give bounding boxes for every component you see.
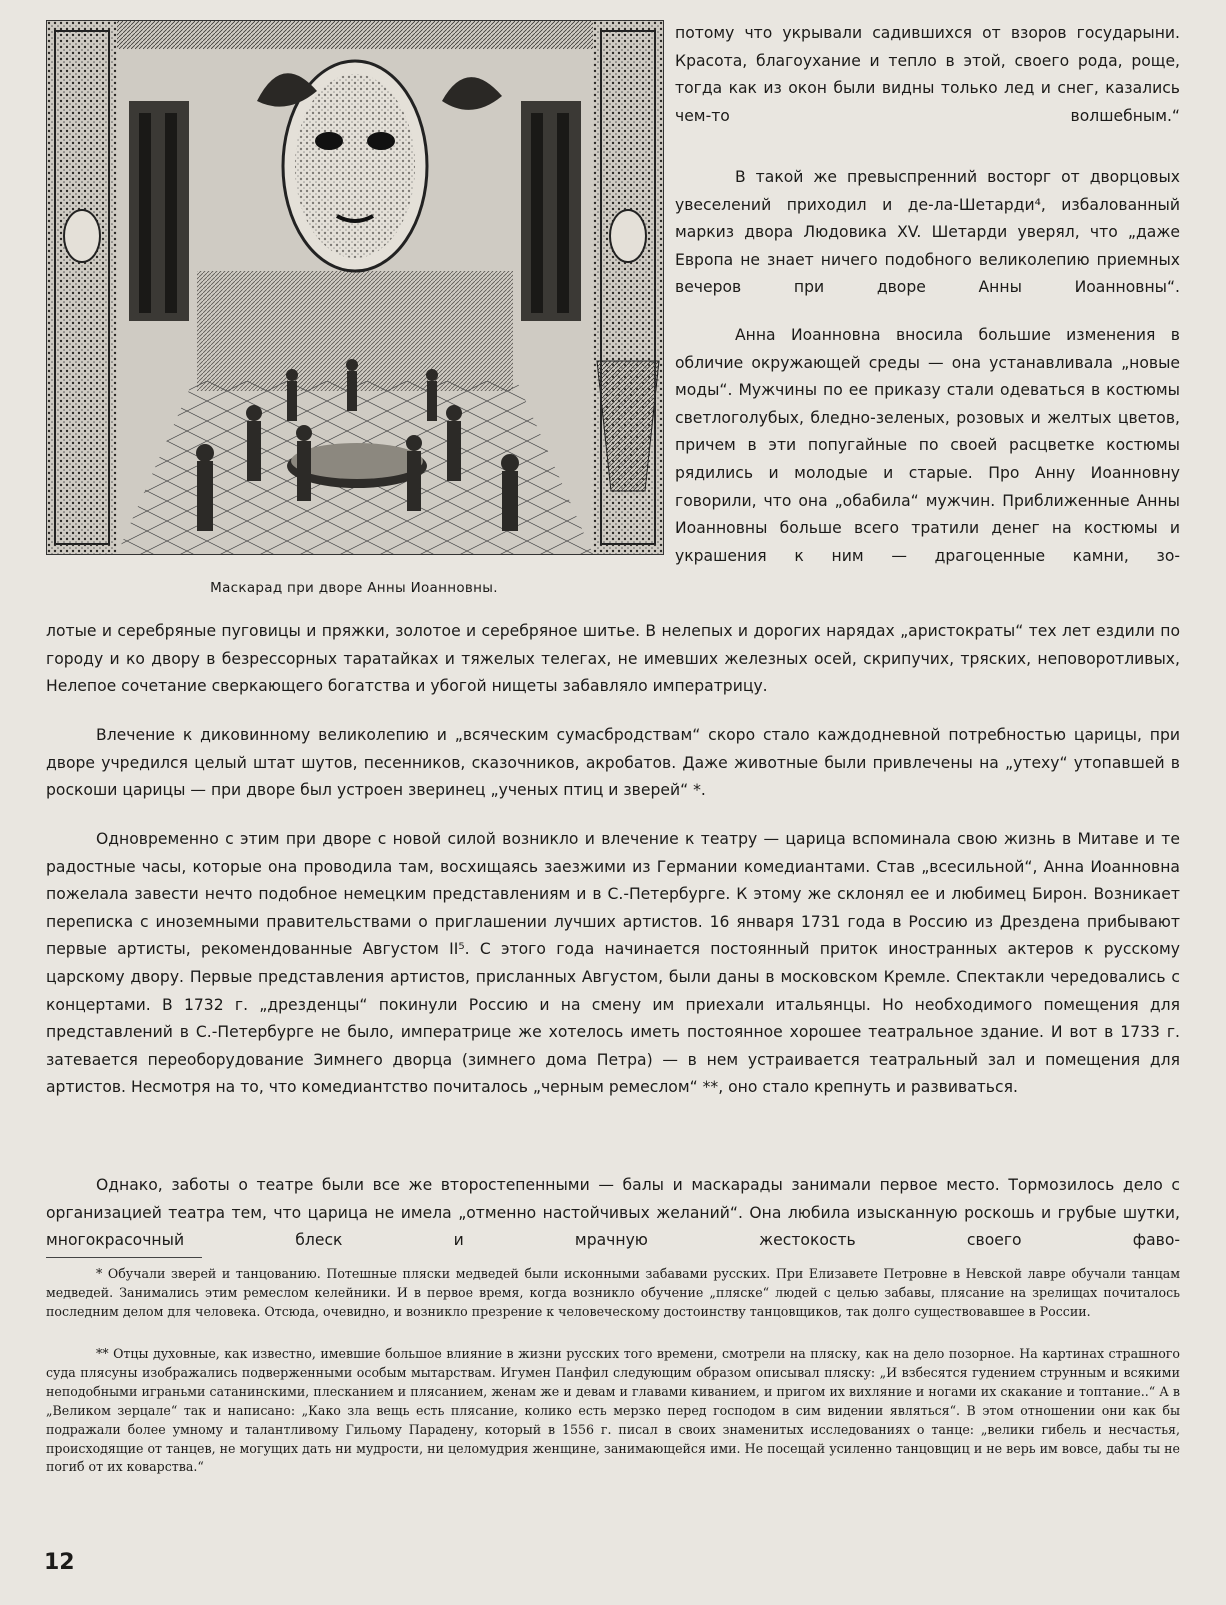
paragraph-4: Влечение к диковинному великолепию и „всяческим сумасбродствам“ скоро стало каждодневной потребностью царицы, при дворе учредился целый штат шутов, песенников, сказочников, акробатов. Даже животные были привлечены на „утеху“ утопавшей в роскоши царицы — при дворе был устроен зверинец „ученых птиц и зверей“ *.	[46, 726, 1180, 800]
footnote-divider	[46, 1257, 202, 1258]
engraving-image	[47, 21, 663, 554]
paragraph-2: В такой же превыспренний восторг от дворцовых увеселений приходил и де-ла-Шетарди⁴, избалованный маркиз двора Людовика XV. Шетарди уверял, что „даже Европа не знает ничего подобного великолепию приемных вечеров при дворе Анны Иоанновны“.	[675, 168, 1180, 297]
paragraph-3-continued: лотые и серебряные пуговицы и пряжки, золотое и серебряное шитье. В нелепых и дорогих нарядах „аристократы“ тех лет ездили по городу и ко двору в безрессорных таратайках и тяжелых телегах, не имевших железных осей, скрипучих, тряских, неповоротливых, Нелепое сочетание сверкающего богатства и убогой нищеты забавляло императрицу.	[46, 622, 1180, 696]
footnote-2: ** Отцы духовные, как известно, имевшие большое влияние в жизни русских того времени, смотрели на пляску, как на дело позорное. На картинах страшного суда плясуны изображались подверженными особым мытарствам. Игумен Панфил следующим образом описывал пляску: „И взбесятся гудением струнным и всякими неподобными играньми сатанинскими, плесканием и плясанием, женам же и девам и главами киванием, и пригом их вихляние и ногами их скакание и топтание..“ А в „Великом зерцале“ так и написано: „Како зла вещь есть плясание, колико есть мерзко перед господом в сим видении являться“. В этом отношении они как бы подражали более умному и талантливому Гильому Парадену, который в 1556 г. писал в своих знаменитых исследованиях о танце: „велики гибель и несчастья, происходящие от танцев, не могущих дать ни мудрости, ни целомудрия женщине, занимающейся ими. Не посещай усиленно танцовщиц и не верь им вовсе, дабы ты не погиб от их коварства.“	[46, 1346, 1180, 1475]
masquerade-engraving	[46, 20, 664, 555]
paragraph-5: Одновременно с этим при дворе с новой силой возникло и влечение к театру — царица вспоминала свою жизнь в Митаве и те радостные часы, которые она проводила там, восхищаясь заезжими из Германии комедиантами. Став „всесильной“, Анна Иоанновна пожелала завести нечто подобное немецким представлениям и в С.-Петербурге. К этому же склонял ее и любимец Бирон. Возникает переписка с иноземными правительствами о приглашении лучших артистов. 16 января 1731 года в Россию из Дрездена прибывают первые артисты, рекомендованные Августом II⁵. С этого года начинается постоянный приток иностранных актеров к русскому царскому двору. Первые представления артистов, присланных Августом, были даны в московском Кремле. Спектакли чередовались с концертами. В 1732 г. „дрезденцы“ покинули Россию и на смену им приехали итальянцы. Но необходимого помещения для представлений в С.-Петербурге не было, императрице же хотелось иметь постоянное хорошее театральное здание. И вот в 1733 г. затевается переоборудование Зимнего дворца (зимнего дома Петра) — в нем устраивается театральный зал и помещения для артистов. Несмотря на то, что комедиантство почиталось „черным ремеслом“ **, оно стало крепнуть и развиваться.	[46, 830, 1180, 1097]
page-number: 12	[44, 1550, 75, 1575]
paragraph-1: потому что укрывали садившихся от взоров государыни. Красота, благоухание и тепло в этой, своего рода, роще, тогда как из окон были видны только лед и снег, казались чем-то волшебным.“	[675, 24, 1180, 125]
figure-caption: Маскарад при дворе Анны Иоанновны.	[210, 580, 498, 596]
paragraph-3: Анна Иоанновна вносила большие изменения в обличие окружающей среды — она устанавливала „новые моды“. Мужчины по ее приказу стали одеваться в костюмы светлоголубых, бледно-зеленых, розовых и желтых цветов, причем в эти попугайные по своей расцветке костюмы рядились и молодые и старые. Про Анну Иоанновну говорили, что она „обабила“ мужчин. Приближенные Анны Иоанновны больше всего тратили денег на костюмы и украшения к ним — драгоценные камни, зо-	[675, 326, 1180, 565]
footnote-1: * Обучали зверей и танцованию. Потешные пляски медведей были исконными забавами русских. При Елизавете Петровне в Невской лавре обучали танцам медведей. Занимались этим ремеслом келейники. И в первое время, когда возникло обучение „пляске“ людей с целью забавы, плясание на зрелищах почиталось последним делом для человека. Отсюда, очевидно, и возникло презрение к человеческому достоинству танцовщиков, так долго существовавшее в России.	[46, 1266, 1180, 1319]
paragraph-6: Однако, заботы о театре были все же второстепенными — балы и маскарады занимали первое место. Тормозилось дело с организацией театра тем, что царица не имела „отменно настойчивых желаний“. Она любила изысканную роскошь и грубые шутки, многокрасочный блеск и мрачную жестокость своего фаво-	[46, 1176, 1180, 1250]
